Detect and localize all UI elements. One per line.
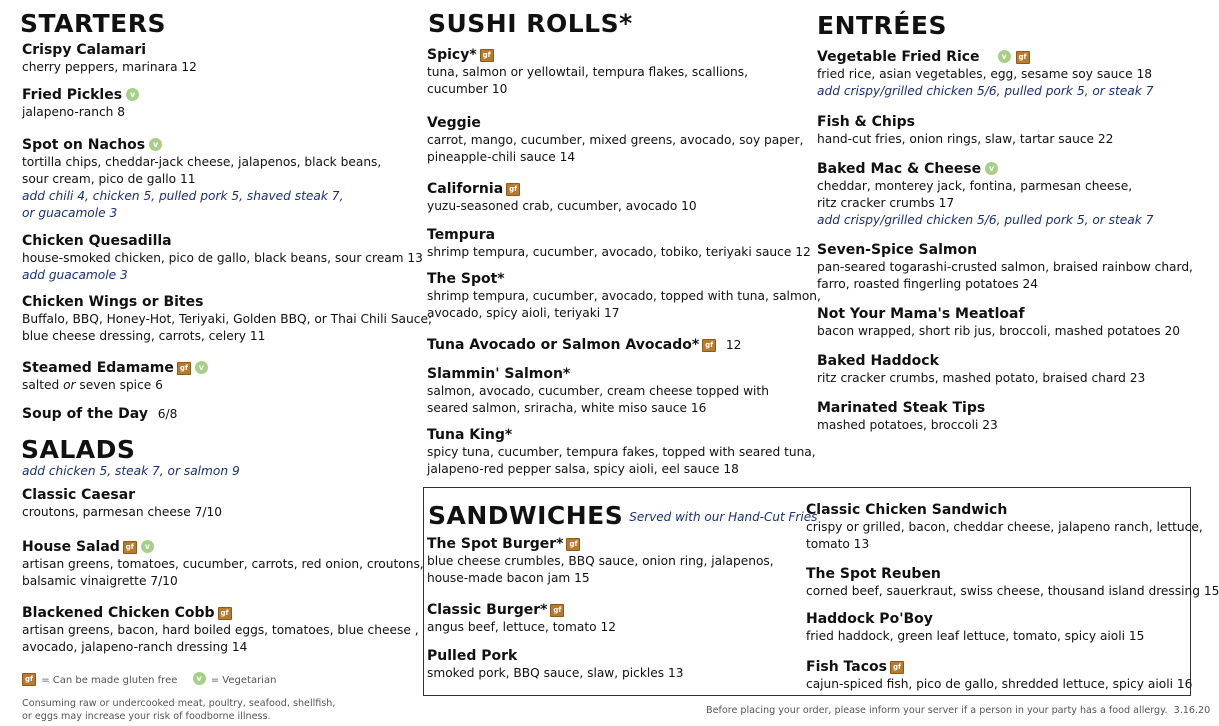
item-name: Marinated Steak Tips xyxy=(817,400,986,416)
item-description: balsamic vinaigrette 7/10 xyxy=(22,574,178,588)
legend-gluten-free-label: = Can be made gluten free xyxy=(41,675,178,686)
item-description: carrot, mango, cucumber, mixed greens, avocado, soy paper, xyxy=(427,133,804,147)
item-description: ritz cracker crumbs, mashed potato, braised chard 23 xyxy=(817,371,1146,385)
vegetarian-icon: v xyxy=(998,50,1011,63)
add-on-text: or guacamole 3 xyxy=(22,206,118,220)
item-name: Baked Haddock xyxy=(817,353,939,369)
item-description: yuzu-seasoned crab, cucumber, avocado 10 xyxy=(427,199,697,213)
item-name: Classic Burger* xyxy=(427,602,548,618)
menu-item-slammin-salmon-roll xyxy=(427,365,769,417)
item-price: 12 xyxy=(725,338,742,352)
menu-item-steamed-edamame xyxy=(22,359,208,394)
item-name: The Spot Reuben xyxy=(806,566,941,582)
item-description: bacon wrapped, short rib jus, broccoli, mashed potatoes 20 xyxy=(817,324,1181,338)
item-description: jalapeno-red pepper salsa, spicy aioli, eel sauce 18 xyxy=(427,462,739,476)
item-name: Tempura xyxy=(427,227,496,243)
item-name: Tuna King* xyxy=(427,427,513,443)
menu-date: 3.16.20 xyxy=(1173,705,1211,716)
item-description: cheddar, monterey jack, fontina, parmesan cheese, xyxy=(817,179,1133,193)
item-name: Crispy Calamari xyxy=(22,42,147,58)
item-description: house-smoked chicken, pico de gallo, black beans, sour cream 13 xyxy=(22,251,423,265)
item-name: The Spot Burger* xyxy=(427,536,564,552)
item-description: angus beef, lettuce, tomato 12 xyxy=(427,620,616,634)
add-on-text: add chili 4, chicken 5, pulled pork 5, shaved steak 7, xyxy=(22,189,344,203)
sandwiches-heading: SANDWICHES $^{Served with our Hand-Cut Fries}$ xyxy=(428,501,818,530)
item-name: Chicken Wings or Bites xyxy=(22,294,204,310)
item-description: sour cream, pico de gallo 11 xyxy=(22,172,196,186)
menu-item-the-spot-roll xyxy=(427,270,821,322)
menu-item-baked-mac-and-cheese xyxy=(817,160,1153,229)
vegetarian-icon: v xyxy=(149,138,162,151)
gluten-free-icon: gf xyxy=(22,673,36,686)
item-name: Seven-Spice Salmon xyxy=(817,242,978,258)
item-description: salted or seven spice 6 xyxy=(22,378,163,392)
item-description: farro, roasted fingerling potatoes 24 xyxy=(817,277,1039,291)
legend-vegetarian-label: = Vegetarian xyxy=(210,675,277,686)
item-name: Classic Chicken Sandwich xyxy=(806,502,1008,518)
item-description: mashed potatoes, broccoli 23 xyxy=(817,418,998,432)
item-description: salmon, avocado, cucumber, cream cheese topped with xyxy=(427,384,769,398)
vegetarian-icon: v xyxy=(195,361,208,374)
menu-item-spot-burger xyxy=(427,535,774,587)
item-name: Vegetable Fried Rice xyxy=(817,49,980,65)
gluten-free-icon: gf xyxy=(177,362,191,375)
menu-item-vegetable-fried-rice xyxy=(817,48,1153,100)
menu-item-veggie-roll xyxy=(427,114,803,166)
menu-item-spicy-roll xyxy=(427,46,748,98)
item-name: The Spot* xyxy=(427,271,505,287)
item-name: Veggie xyxy=(427,115,481,131)
legend xyxy=(22,672,276,686)
item-description: artisan greens, bacon, hard boiled eggs, tomatoes, blue cheese , xyxy=(22,623,419,637)
item-name: Fried Pickles xyxy=(22,87,123,103)
menu-item-seven-spice-salmon xyxy=(817,241,1193,293)
salads-heading: SALADS xyxy=(21,435,136,464)
menu-item-marinated-steak-tips xyxy=(817,399,998,434)
menu-item-chicken-quesadilla xyxy=(22,232,423,284)
menu-item-tuna-king-roll xyxy=(427,426,816,478)
item-name: Not Your Mama's Meatloaf xyxy=(817,306,1025,322)
item-name: Pulled Pork xyxy=(427,648,518,664)
vegetarian-icon: v xyxy=(126,88,139,101)
item-description: avocado, spicy aioli, teriyaki 17 xyxy=(427,306,620,320)
item-description: fried haddock, green leaf lettuce, tomato, spicy aioli 15 xyxy=(806,629,1145,643)
item-description: shrimp tempura, cucumber, avocado, tobiko, teriyaki sauce 12 xyxy=(427,245,811,259)
item-name: Slammin' Salmon* xyxy=(427,366,571,382)
menu-item-tempura-roll xyxy=(427,226,811,261)
item-description: cajun-spiced fish, pico de gallo, shredded lettuce, spicy aioli 16 xyxy=(806,677,1193,691)
menu-item-chicken-wings xyxy=(22,293,432,345)
item-description: house-made bacon jam 15 xyxy=(427,571,590,585)
sandwiches-subtitle: Served with our Hand-Cut Fries xyxy=(629,510,818,524)
item-name: California xyxy=(427,181,504,197)
sushi-heading: SUSHI ROLLS* xyxy=(428,9,633,38)
item-description: hand-cut fries, onion rings, slaw, tartar sauce 22 xyxy=(817,132,1114,146)
item-name: House Salad xyxy=(22,539,120,555)
item-description: tomato 13 xyxy=(806,537,870,551)
item-description: crispy or grilled, bacon, cheddar cheese, jalapeno ranch, lettuce, xyxy=(806,520,1203,534)
item-description: cucumber 10 xyxy=(427,82,508,96)
gluten-free-icon: gf xyxy=(506,183,520,196)
menu-item-spot-reuben xyxy=(806,565,1219,600)
item-description: blue cheese dressing, carrots, celery 11 xyxy=(22,329,266,343)
item-description: blue cheese crumbles, BBQ sauce, onion ring, jalapenos, xyxy=(427,554,774,568)
item-description: tortilla chips, cheddar-jack cheese, jalapenos, black beans, xyxy=(22,155,382,169)
raw-food-warning: Consuming raw or undercooked meat, poultry, seafood, shellfish, or eggs may increase your risk of foodborne illness. xyxy=(22,698,336,722)
menu-item-soup-of-the-day xyxy=(22,405,177,423)
item-name: Haddock Po'Boy xyxy=(806,611,933,627)
item-description: smoked pork, BBQ sauce, slaw, pickles 13 xyxy=(427,666,684,680)
item-name: Spot on Nachos xyxy=(22,137,146,153)
gluten-free-icon: gf xyxy=(218,607,232,620)
entrees-heading: ENTRÉES xyxy=(817,11,947,40)
gluten-free-icon: gf xyxy=(550,604,564,617)
menu-item-house-salad xyxy=(22,538,424,590)
menu-item-pulled-pork xyxy=(427,647,684,682)
item-description: shrimp tempura, cucumber, avocado, topped with tuna, salmon, xyxy=(427,289,821,303)
add-on-text: add crispy/grilled chicken 5/6, pulled pork 5, or steak 7 xyxy=(817,84,1154,98)
item-name: Soup of the Day xyxy=(22,406,148,422)
menu-item-fish-and-chips xyxy=(817,113,1113,148)
item-description: ritz cracker crumbs 17 xyxy=(817,196,955,210)
item-description: pineapple-chili sauce 14 xyxy=(427,150,576,164)
item-price: 6/8 xyxy=(157,407,178,421)
menu-item-classic-caesar xyxy=(22,486,222,521)
gluten-free-icon: gf xyxy=(1016,51,1030,64)
allergy-notice: Before placing your order, please inform your server if a person in your party has a food allergy. 3.16.20 xyxy=(706,705,1211,716)
item-description: artisan greens, tomatoes, cucumber, carrots, red onion, croutons, xyxy=(22,557,424,571)
add-on-text: add guacamole 3 xyxy=(22,268,128,282)
gluten-free-icon: gf xyxy=(566,538,580,551)
add-on-text: add crispy/grilled chicken 5/6, pulled pork 5, or steak 7 xyxy=(817,213,1154,227)
gluten-free-icon: gf xyxy=(890,661,904,674)
item-name: Spicy* xyxy=(427,47,477,63)
menu-item-classic-chicken-sandwich xyxy=(806,501,1203,553)
menu-item-blackened-chicken-cobb xyxy=(22,604,419,656)
item-name: Baked Mac & Cheese xyxy=(817,161,982,177)
item-description: croutons, parmesan cheese 7/10 xyxy=(22,505,222,519)
salads-add-on-text: add chicken 5, steak 7, or salmon 9 xyxy=(22,464,240,478)
item-description: jalapeno-ranch 8 xyxy=(22,105,126,119)
menu-item-spot-on-nachos xyxy=(22,136,381,222)
item-description: seared salmon, sriracha, white miso sauce 16 xyxy=(427,401,707,415)
gluten-free-icon: gf xyxy=(123,541,137,554)
gluten-free-icon: gf xyxy=(702,339,716,352)
menu-item-baked-haddock xyxy=(817,352,1145,387)
item-description: spicy tuna, cucumber, tempura fakes, topped with seared tuna, xyxy=(427,445,816,459)
menu-item-classic-burger xyxy=(427,601,616,636)
item-name: Classic Caesar xyxy=(22,487,136,503)
gluten-free-icon: gf xyxy=(480,49,494,62)
menu-item-tuna-avocado-roll xyxy=(427,336,741,354)
menu-item-haddock-po-boy xyxy=(806,610,1144,645)
vegetarian-icon: v xyxy=(985,162,998,175)
menu-item-crispy-calamari xyxy=(22,41,197,76)
item-name: Blackened Chicken Cobb xyxy=(22,605,215,621)
item-name: Fish & Chips xyxy=(817,114,916,130)
item-name: Fish Tacos xyxy=(806,659,887,675)
menu-item-california-roll xyxy=(427,180,697,215)
item-description: Buffalo, BBQ, Honey-Hot, Teriyaki, Golden BBQ, or Thai Chili Sauce; xyxy=(22,312,433,326)
starters-heading: STARTERS xyxy=(20,9,166,38)
item-description: corned beef, sauerkraut, swiss cheese, thousand island dressing 15 xyxy=(806,584,1219,598)
item-description: avocado, jalapeno-ranch dressing 14 xyxy=(22,640,248,654)
item-name: Chicken Quesadilla xyxy=(22,233,172,249)
vegetarian-icon: v xyxy=(193,672,206,685)
vegetarian-icon: v xyxy=(141,540,154,553)
menu-item-meatloaf xyxy=(817,305,1180,340)
item-description: pan-seared togarashi-crusted salmon, braised rainbow chard, xyxy=(817,260,1193,274)
item-name: Tuna Avocado or Salmon Avocado* xyxy=(427,337,700,353)
item-description: cherry peppers, marinara 12 xyxy=(22,60,197,74)
item-name: Steamed Edamame xyxy=(22,360,174,376)
item-description: tuna, salmon or yellowtail, tempura flakes, scallions, xyxy=(427,65,748,79)
menu-item-fried-pickles xyxy=(22,86,139,121)
item-description: fried rice, asian vegetables, egg, sesame soy sauce 18 xyxy=(817,67,1152,81)
menu-item-fish-tacos xyxy=(806,658,1192,693)
